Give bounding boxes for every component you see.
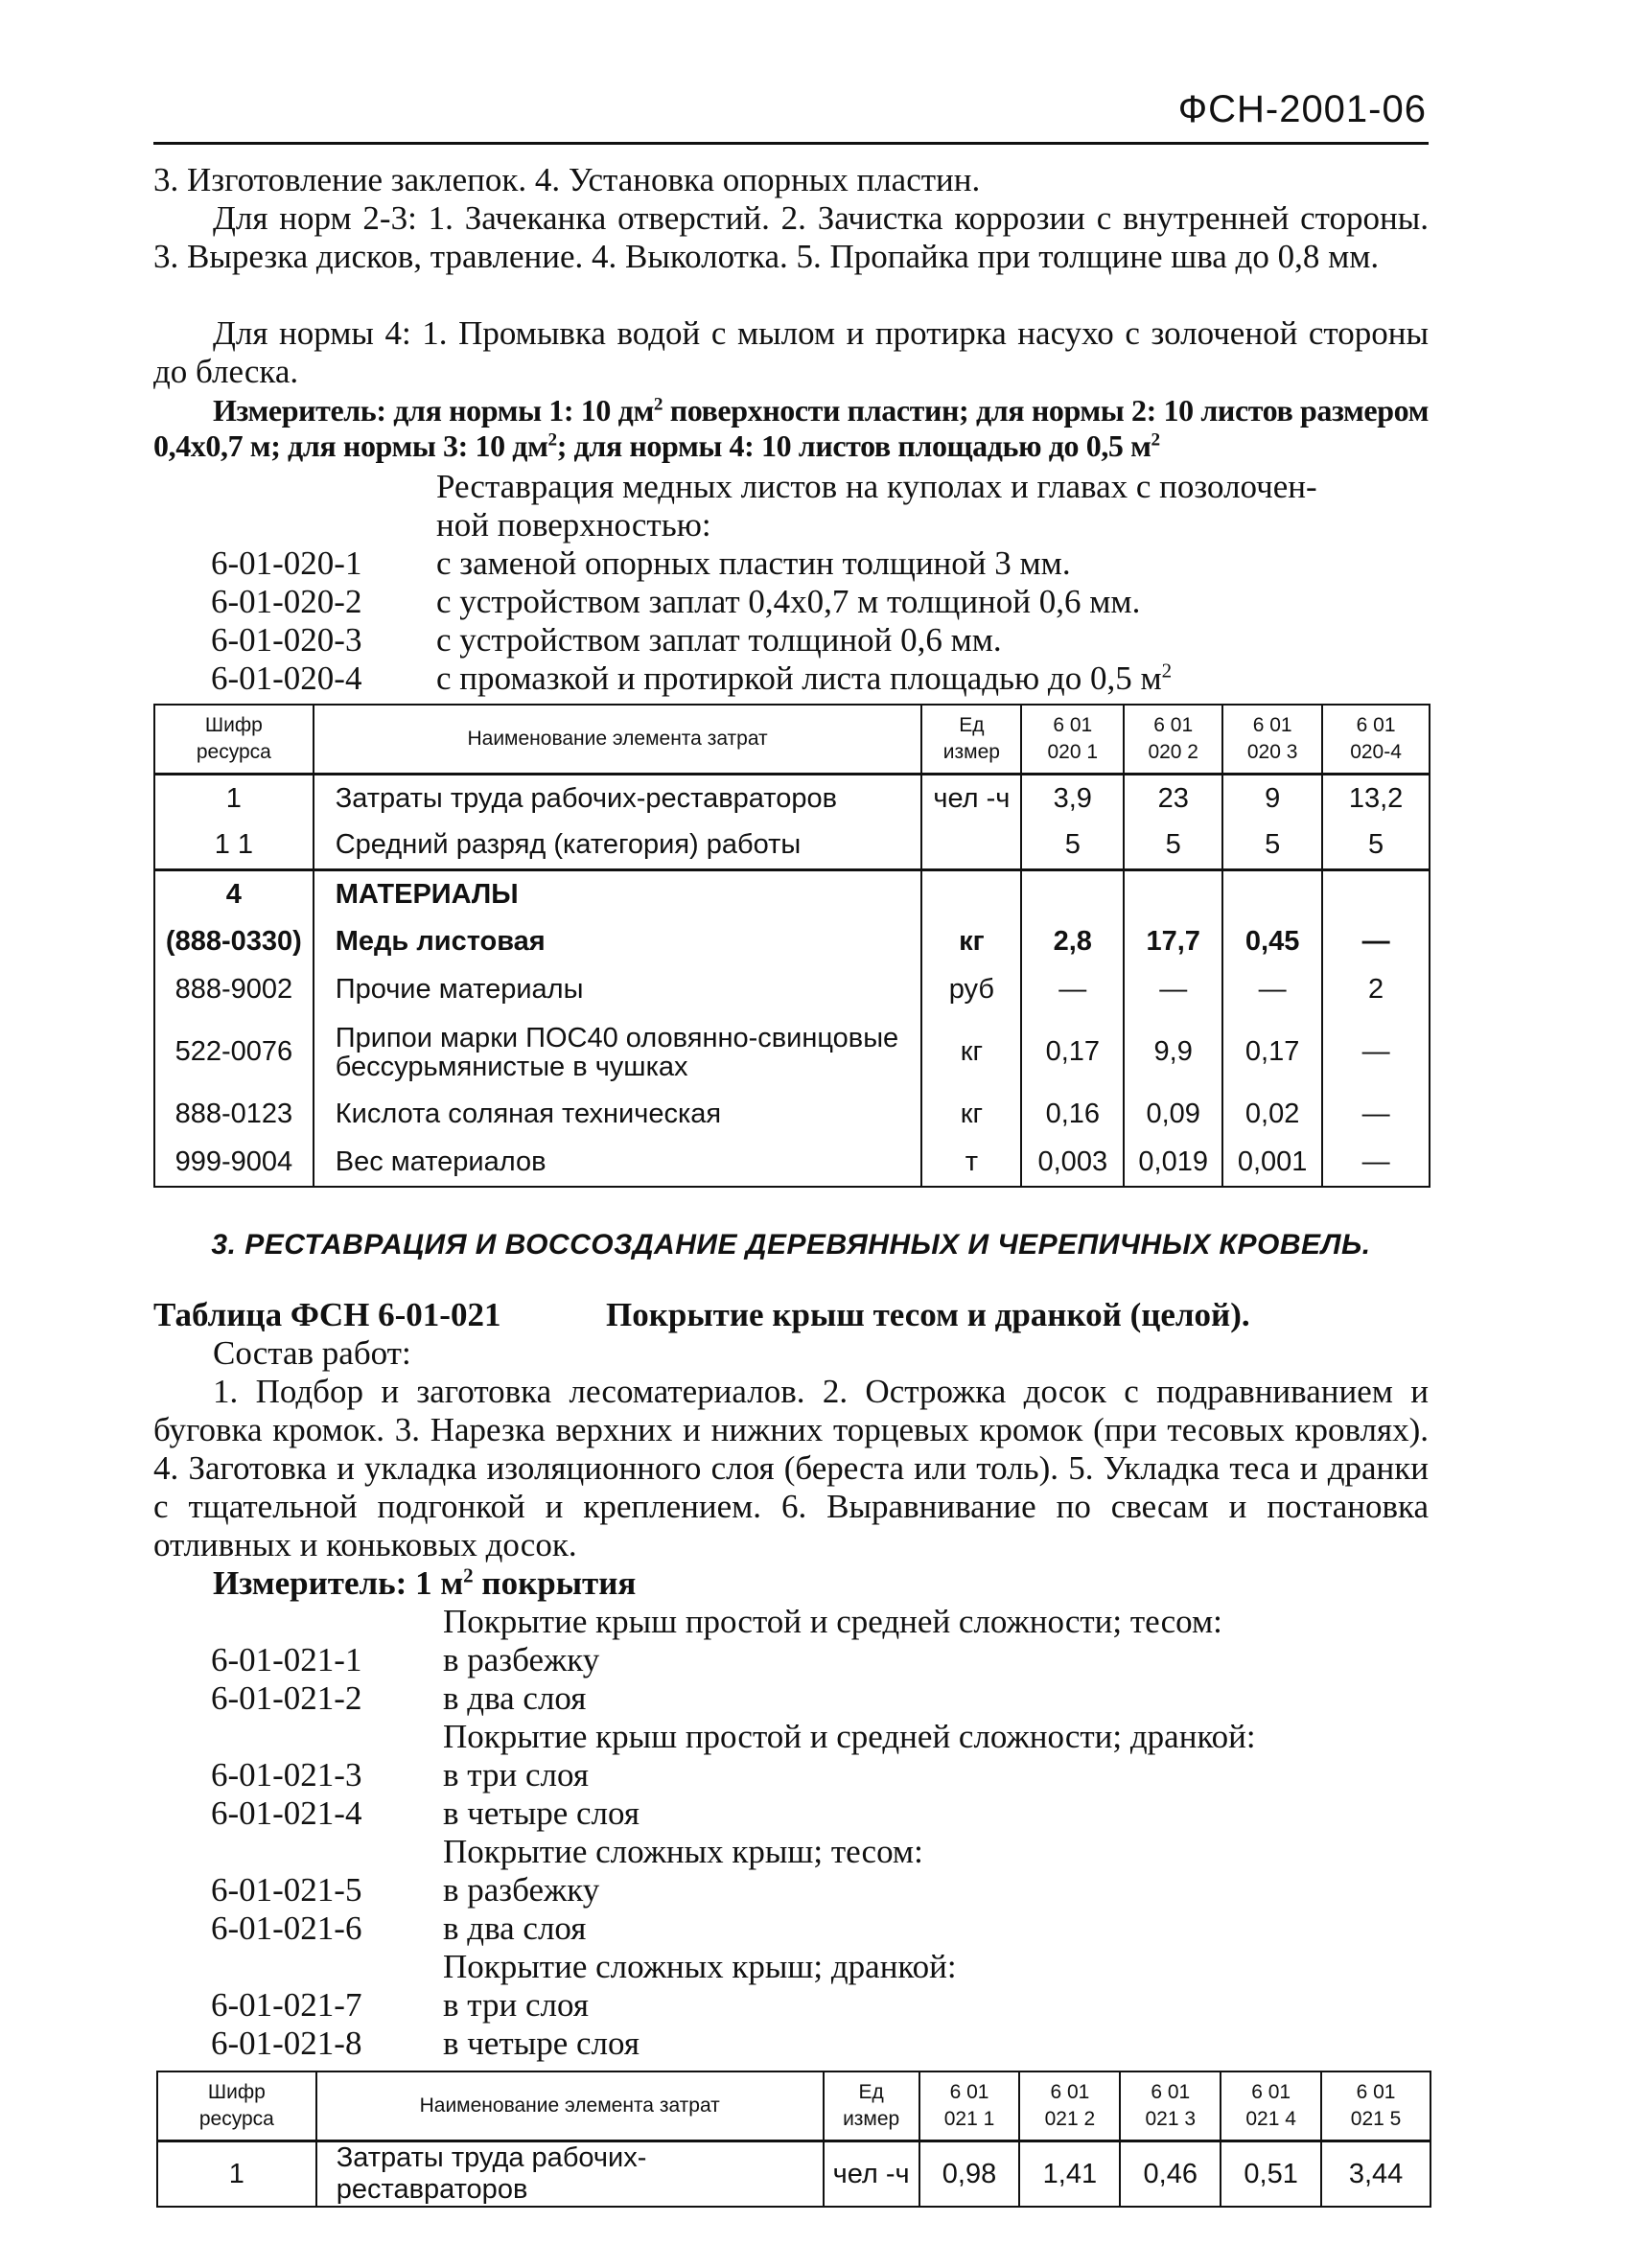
measure-sup: 2 xyxy=(463,1563,474,1587)
norm-text: в три слоя xyxy=(443,1986,589,2024)
norm-code: 6-01-020-2 xyxy=(211,583,362,620)
cell-unit: чел -ч xyxy=(921,775,1021,822)
header-col: 6 01 021 2 xyxy=(1019,2071,1120,2141)
cell-code: 1 xyxy=(157,2141,316,2208)
header-rule xyxy=(153,142,1429,145)
norm-code: 6-01-021-2 xyxy=(211,1679,362,1717)
cell-value: — xyxy=(1322,1014,1430,1091)
norm-sup: 2 xyxy=(1161,659,1173,683)
header-code: Шифр ресурса xyxy=(157,2071,316,2141)
cell-value: 0,98 xyxy=(919,2141,1020,2208)
cell-value: 0,09 xyxy=(1124,1091,1222,1139)
measure-part-a: Измеритель: 1 м xyxy=(213,1564,464,1602)
document-code: ФСН-2001-06 xyxy=(1177,88,1427,130)
norm-text: в разбежку xyxy=(443,1871,600,1909)
cell-unit: кг xyxy=(921,918,1021,966)
cell-value: 3,9 xyxy=(1021,775,1124,822)
cell-value: — xyxy=(1222,966,1322,1014)
table-row xyxy=(154,1091,1430,1139)
norm-code: 6-01-021-3 xyxy=(211,1756,362,1794)
table-row xyxy=(154,1139,1430,1187)
resource-table-020 xyxy=(153,704,1430,1188)
composition-heading: Состав работ: xyxy=(213,1334,411,1372)
cell-value: 13,2 xyxy=(1322,775,1430,822)
norm-code: 6-01-021-8 xyxy=(211,2025,362,2062)
header-name: Наименование элемента затрат xyxy=(314,705,922,775)
header-col: 6 01 021 3 xyxy=(1120,2071,1221,2141)
cell-value: — xyxy=(1322,1091,1430,1139)
cell-value: 5 xyxy=(1322,822,1430,870)
header-col: 6 01 020 1 xyxy=(1021,705,1124,775)
norm-code: 6-01-020-1 xyxy=(211,544,362,582)
table-header-row xyxy=(154,705,1430,775)
cell-value: 2,8 xyxy=(1021,918,1124,966)
header-col: 6 01 020-4 xyxy=(1322,705,1430,775)
cell-name: Затраты труда рабочих-реставраторов xyxy=(314,775,922,822)
cell-value: 5 xyxy=(1021,822,1124,870)
measure-sup: 2 xyxy=(1151,429,1160,451)
header-col: 6 01 021 4 xyxy=(1221,2071,1321,2141)
cell-value: — xyxy=(1124,966,1222,1014)
group-title: Покрытие крыш простой и средней сложности; дранкой: xyxy=(443,1718,1256,1755)
header-col: 6 01 021 5 xyxy=(1321,2071,1430,2141)
table-header-row xyxy=(157,2071,1430,2141)
norm-text: в два слоя xyxy=(443,1679,587,1717)
cell-value: — xyxy=(1021,966,1124,1014)
cell-value: 2 xyxy=(1322,966,1430,1014)
table-row xyxy=(154,1014,1430,1091)
table-label: Таблица ФСН 6-01-021 xyxy=(153,1296,501,1333)
cell-code: 522-0076 xyxy=(154,1014,314,1091)
measure-part-c: ; для нормы 4: 10 листов площадью до 0,5 м xyxy=(556,428,1151,463)
cell-value xyxy=(1322,870,1430,918)
table-row xyxy=(157,2141,1430,2208)
cell-value: — xyxy=(1322,918,1430,966)
cell-value: 9,9 xyxy=(1124,1014,1222,1091)
group-title: Покрытие крыш простой и средней сложности; тесом: xyxy=(443,1603,1222,1640)
measure-line xyxy=(213,1564,636,1603)
group-title: Покрытие сложных крыш; тесом: xyxy=(443,1833,923,1870)
norm-text: в три слоя xyxy=(443,1756,589,1794)
cell-unit: т xyxy=(921,1139,1021,1187)
cell-value: 9 xyxy=(1222,775,1322,822)
norm-text: в два слоя xyxy=(443,1909,587,1947)
header-col: 6 01 021 1 xyxy=(919,2071,1020,2141)
measure-sup: 2 xyxy=(653,394,663,415)
group-title-cont: ной поверхностью: xyxy=(436,506,711,544)
cell-code: 4 xyxy=(154,870,314,918)
measure-sup: 2 xyxy=(547,429,557,451)
cell-unit: руб xyxy=(921,966,1021,1014)
norm-text: в четыре слоя xyxy=(443,1794,640,1832)
cell-unit: чел -ч xyxy=(824,2141,919,2208)
measure-part-b: поверхности пластин; для нормы 2: 10 листов размером 0,4х0,7 м; для нормы 3: 10 дм xyxy=(153,393,1429,463)
cell-value: 0,019 xyxy=(1124,1139,1222,1187)
norms-2-3-paragraph: Для норм 2-3: 1. Зачеканка отверстий. 2. Зачистка коррозии с внутренней стороны. 3. Вырезка дисков, травление. 4. Выколотка. 5. Пропайка при толщине шва до 0,8 мм. xyxy=(153,199,1429,275)
norm-code: 6-01-020-3 xyxy=(211,621,362,659)
cell-code: 1 xyxy=(154,775,314,822)
cell-value: 0,02 xyxy=(1222,1091,1322,1139)
norm-code: 6-01-021-7 xyxy=(211,1986,362,2024)
cell-value: — xyxy=(1322,1139,1430,1187)
table-row xyxy=(154,822,1430,870)
cell-name: Кислота соляная техническая xyxy=(314,1091,922,1139)
header-unit: Ед измер xyxy=(921,705,1021,775)
group-title: Реставрация медных листов на куполах и главах с позолочен- xyxy=(436,468,1317,505)
norm-text: с заменой опорных пластин толщиной 3 мм. xyxy=(436,544,1071,582)
cell-value: 17,7 xyxy=(1124,918,1222,966)
cell-value: 3,44 xyxy=(1321,2141,1430,2208)
norm-text: в четыре слоя xyxy=(443,2025,640,2062)
header-unit: Ед измер xyxy=(824,2071,919,2141)
norm-text: с устройством заплат толщиной 0,6 мм. xyxy=(436,621,1002,659)
header-name: Наименование элемента затрат xyxy=(316,2071,824,2141)
cell-value: 0,46 xyxy=(1120,2141,1221,2208)
cell-value: 0,16 xyxy=(1021,1091,1124,1139)
works-paragraph: 1. Подбор и заготовка лесоматериалов. 2. Острожка досок с подравниванием и буговка кромок. 3. Нарезка верхних и нижних торцевых кромок (при тесовых кровлях). 4. Заготовка и укладка изоляционного слоя (береста или толь). 5. Укладка теса и дранки с тщательной подгонкой и креплением. 6. Выравнивание по свесам и постановка отливных и коньковых досок. xyxy=(153,1373,1429,1563)
cell-value: 0,17 xyxy=(1021,1014,1124,1091)
cell-value: 0,17 xyxy=(1222,1014,1322,1091)
cell-name: Средний разряд (категория) работы xyxy=(314,822,922,870)
cell-name: Медь листовая xyxy=(314,918,922,966)
cell-unit: кг xyxy=(921,1091,1021,1139)
cell-unit: кг xyxy=(921,1014,1021,1091)
table-row xyxy=(154,775,1430,822)
cell-name: Затраты труда рабочих-реставраторов xyxy=(316,2141,824,2208)
cell-code: (888-0330) xyxy=(154,918,314,966)
norm-code: 6-01-021-1 xyxy=(211,1641,362,1678)
cell-code: 888-9002 xyxy=(154,966,314,1014)
table-title: Покрытие крыш тесом и дранкой (целой). xyxy=(606,1296,1250,1333)
table-row xyxy=(154,870,1430,918)
cell-value: 23 xyxy=(1124,775,1222,822)
cell-value xyxy=(1021,870,1124,918)
cell-value xyxy=(1222,870,1322,918)
norm-code: 6-01-021-4 xyxy=(211,1794,362,1832)
measure-part-b: покрытия xyxy=(473,1564,637,1602)
cell-unit xyxy=(921,822,1021,870)
cell-value: 5 xyxy=(1124,822,1222,870)
group-title: Покрытие сложных крыш; дранкой: xyxy=(443,1948,957,1985)
cell-value: 0,003 xyxy=(1021,1139,1124,1187)
work-step-line: 3. Изготовление заклепок. 4. Установка опорных пластин. xyxy=(153,161,981,198)
cell-name: МАТЕРИАЛЫ xyxy=(314,870,922,918)
norm-code: 6-01-021-5 xyxy=(211,1871,362,1909)
norm-text: с устройством заплат 0,4х0,7 м толщиной 0,6 мм. xyxy=(436,583,1141,620)
cell-value: 5 xyxy=(1222,822,1322,870)
norm-text: с промазкой и протиркой листа площадью до 0,5 м xyxy=(436,660,1162,697)
table-row xyxy=(154,918,1430,966)
cell-code: 999-9004 xyxy=(154,1139,314,1187)
header-code: Шифр ресурса xyxy=(154,705,314,775)
norm-code: 6-01-020-4 xyxy=(211,660,362,697)
measure-paragraph xyxy=(153,393,1429,464)
cell-unit xyxy=(921,870,1021,918)
cell-code: 888-0123 xyxy=(154,1091,314,1139)
norm-4-paragraph: Для нормы 4: 1. Промывка водой с мылом и протирка насухо с золоченой стороны до блеска. xyxy=(153,314,1429,390)
header-col: 6 01 020 2 xyxy=(1124,705,1222,775)
cell-value xyxy=(1124,870,1222,918)
cell-code: 1 1 xyxy=(154,822,314,870)
norm-code: 6-01-021-6 xyxy=(211,1909,362,1947)
cell-value: 0,001 xyxy=(1222,1139,1322,1187)
header-col: 6 01 020 3 xyxy=(1222,705,1322,775)
cell-value: 0,45 xyxy=(1222,918,1322,966)
cell-value: 1,41 xyxy=(1019,2141,1120,2208)
measure-part-a: Измеритель: для нормы 1: 10 дм xyxy=(213,393,654,428)
resource-table-021 xyxy=(156,2071,1431,2208)
cell-name: Припои марки ПОС40 оловянно-свинцовые бессурьмянистые в чушках xyxy=(314,1014,922,1091)
cell-name: Вес материалов xyxy=(314,1139,922,1187)
section-title: 3. РЕСТАВРАЦИЯ И ВОССОЗДАНИЕ ДЕРЕВЯННЫХ И ЧЕРЕПИЧНЫХ КРОВЕЛЬ. xyxy=(211,1229,1371,1261)
cell-name: Прочие материалы xyxy=(314,966,922,1014)
norm-text: в разбежку xyxy=(443,1641,600,1678)
table-row xyxy=(154,966,1430,1014)
norm-text-with-sup xyxy=(436,660,1172,698)
cell-value: 0,51 xyxy=(1221,2141,1321,2208)
